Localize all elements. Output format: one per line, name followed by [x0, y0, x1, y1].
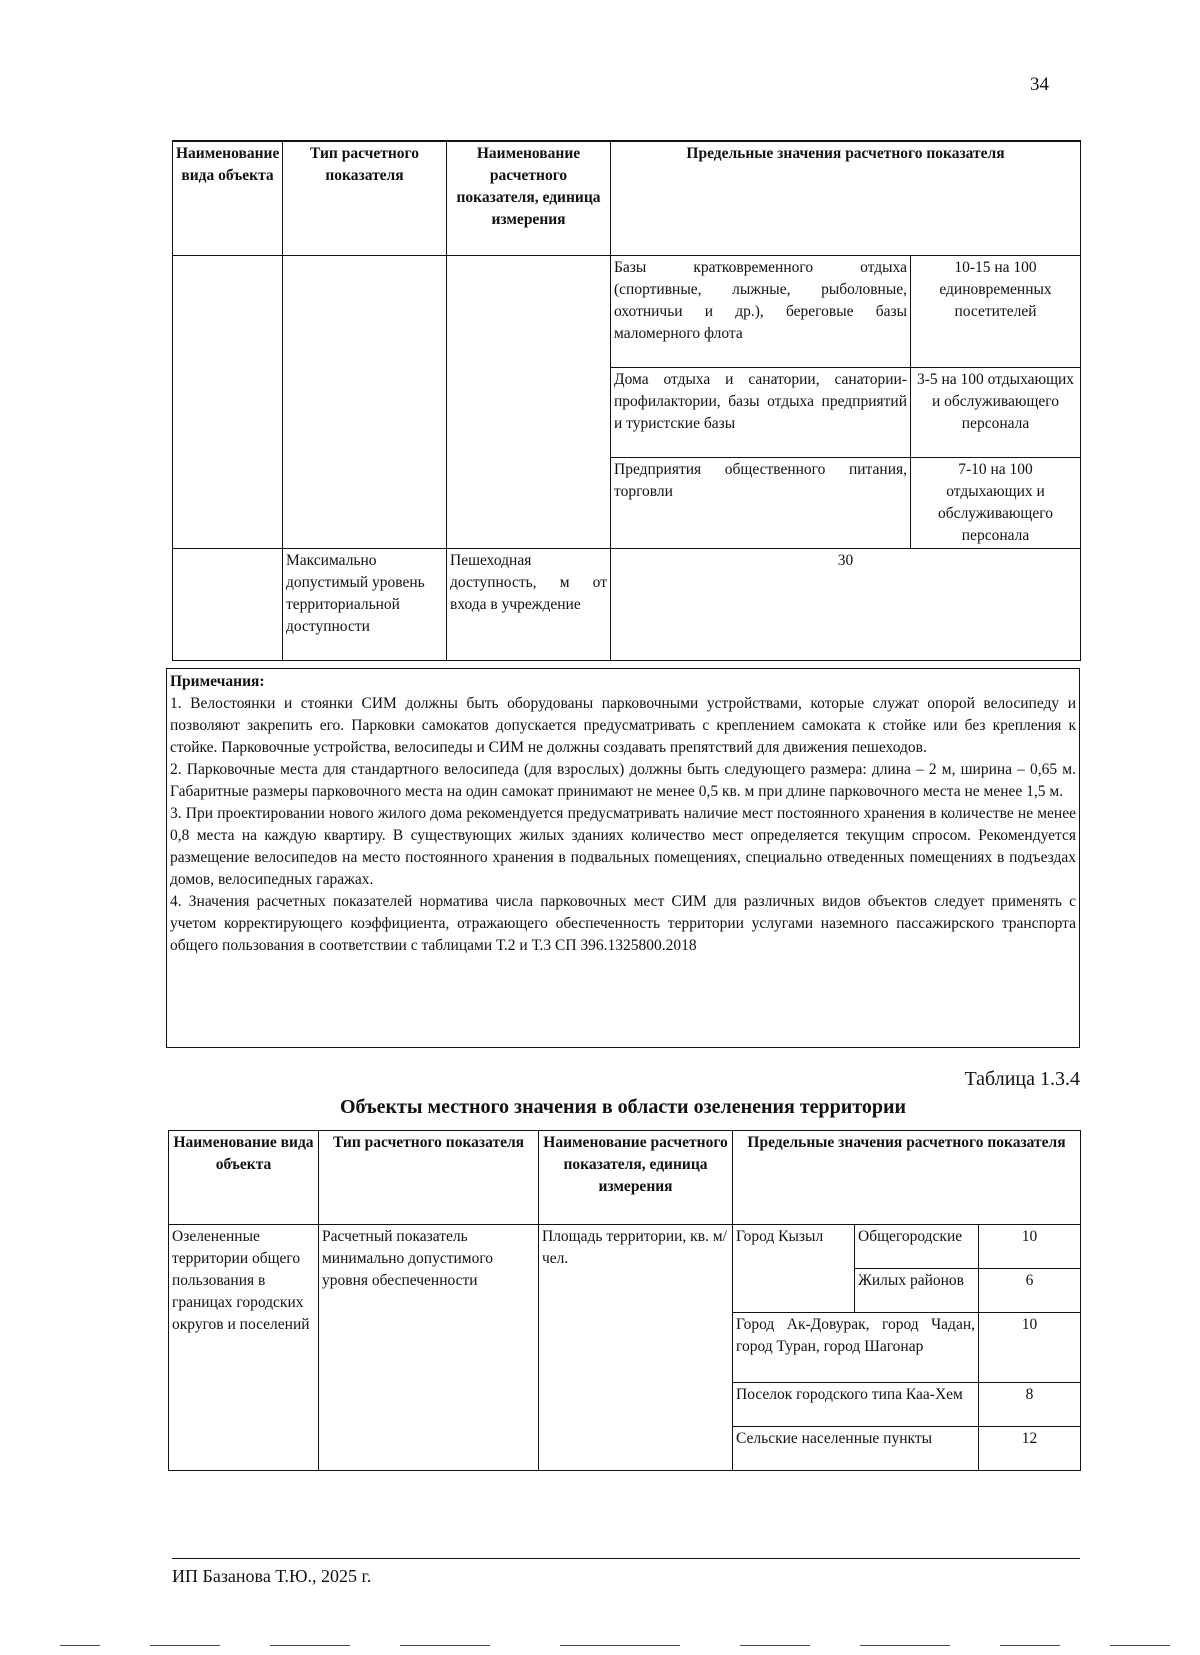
table-cell-value: 7-10 на 100 отдыхающих и обслуживающего персонала — [911, 457, 1081, 548]
table-cell-type: Расчетный показатель минимально допустимого уровня обеспеченности — [319, 1225, 539, 1471]
table-cell-object: Дома отдыха и санатории, санатории-профилактории, базы отдыха предприятий и туристские базы — [611, 367, 911, 457]
page-number: 34 — [1030, 74, 1049, 95]
table-cell-settlement: Город Ак-Довурак, город Чадан, город Туран, город Шагонар — [733, 1313, 979, 1383]
table-cell-subarea: Общегородские — [855, 1225, 979, 1269]
table-cell-settlement: Поселок городского типа Каа-Хем — [733, 1383, 979, 1427]
header-indicator-type: Тип расчетного показателя — [319, 1131, 539, 1225]
notes-title: Примечания: — [170, 673, 265, 690]
header-limit-values: Предельные значения расчетного показателя — [611, 141, 1081, 255]
empty-cell — [447, 255, 611, 548]
table-label: Таблица 1.3.4 — [964, 1068, 1080, 1090]
empty-cell — [173, 255, 283, 548]
table-cell-value: 3-5 на 100 отдыхающих и обслуживающего персонала — [911, 367, 1081, 457]
note-item: 2. Парковочные места для стандартного велосипеда (для взрослых) должны быть следующего размера: длина – 2 м, ширина – 0,65 м. Габаритные размеры парковочного места на один самокат принимают не менее 0,5 кв. м при длине парковочного места не менее 1,5 м. — [170, 761, 1076, 800]
header-indicator-name: Наименование расчетного показателя, единица измерения — [447, 141, 611, 255]
table-cell-value: 10-15 на 100 единовременных посетителей — [911, 255, 1081, 367]
note-item: 3. При проектировании нового жилого дома рекомендуется предусматривать наличие мест постоянного хранения в количестве не менее 0,8 места на каждую квартиру. В существующих жилых зданиях количество мест определяется текущим спросом. Рекомендуется размещение велосипедов на место постоянного хранения в подвальных помещениях, специально отведенных помещениях в подъездах домов, велосипедных гаражах. — [170, 805, 1076, 888]
header-limit-values: Предельные значения расчетного показателя — [733, 1131, 1081, 1225]
header-object-type: Наименование вида объекта — [173, 141, 283, 255]
note-item: 1. Велостоянки и стоянки СИМ должны быть оборудованы парковочными устройствами, которые служат опорой велосипеду и позволяют закрепить его. Парковки самокатов допускается предусматривать с креплением самоката к стойке или без крепления к стойке. Парковочные устройства, велосипеды и СИМ не должны создавать препятствий для движения пешеходов. — [170, 695, 1076, 756]
notes-block — [166, 668, 1080, 1048]
header-indicator-type: Тип расчетного показателя — [283, 141, 447, 255]
table-cell-city: Город Кызыл — [733, 1225, 855, 1313]
table-cell-value: 30 — [611, 548, 1081, 660]
table-cell-value: 8 — [979, 1383, 1081, 1427]
footer-divider — [172, 1558, 1080, 1559]
scan-artifacts — [0, 1645, 1200, 1647]
table-title: Объекты местного значения в области озеленения территории — [339, 1096, 907, 1118]
footer-author: ИП Базанова Т.Ю., 2025 г. — [172, 1566, 372, 1586]
table-cell-value: 10 — [979, 1225, 1081, 1269]
table-cell-settlement: Сельские населенные пункты — [733, 1427, 979, 1471]
empty-cell — [283, 255, 447, 548]
greening-table — [168, 1130, 1081, 1471]
note-item: 4. Значения расчетных показателей норматива числа парковочных мест СИМ для различных видов объектов следует применять с учетом корректирующего коэффициента, отражающего обеспеченность территории услугами наземного пассажирского транспорта общего пользования в соответствии с таблицами Т.2 и Т.3 СП 396.1325800.2018 — [170, 893, 1076, 954]
parking-norms-table — [172, 140, 1081, 661]
empty-cell — [173, 548, 283, 660]
table-cell-value: 10 — [979, 1313, 1081, 1383]
header-object-type: Наименование вида объекта — [169, 1131, 319, 1225]
table-cell-type: Максимально допустимый уровень территориальной доступности — [283, 548, 447, 660]
table-cell-name: Площадь территории, кв. м/чел. — [539, 1225, 733, 1471]
table-cell-object: Предприятия общественного питания, торговли — [611, 457, 911, 548]
table-cell-name: Пешеходная доступность, м от входа в учреждение — [447, 548, 611, 660]
table-cell-value: 6 — [979, 1269, 1081, 1313]
table-cell-object: Озелененные территории общего пользования в границах городских округов и поселений — [169, 1225, 319, 1471]
table-cell-object: Базы кратковременного отдыха (спортивные, лыжные, рыболовные, охотничьи и др.), береговые базы маломерного флота — [611, 255, 911, 367]
header-indicator-name: Наименование расчетного показателя, единица измерения — [539, 1131, 733, 1225]
table-cell-subarea: Жилых районов — [855, 1269, 979, 1313]
table-cell-value: 12 — [979, 1427, 1081, 1471]
